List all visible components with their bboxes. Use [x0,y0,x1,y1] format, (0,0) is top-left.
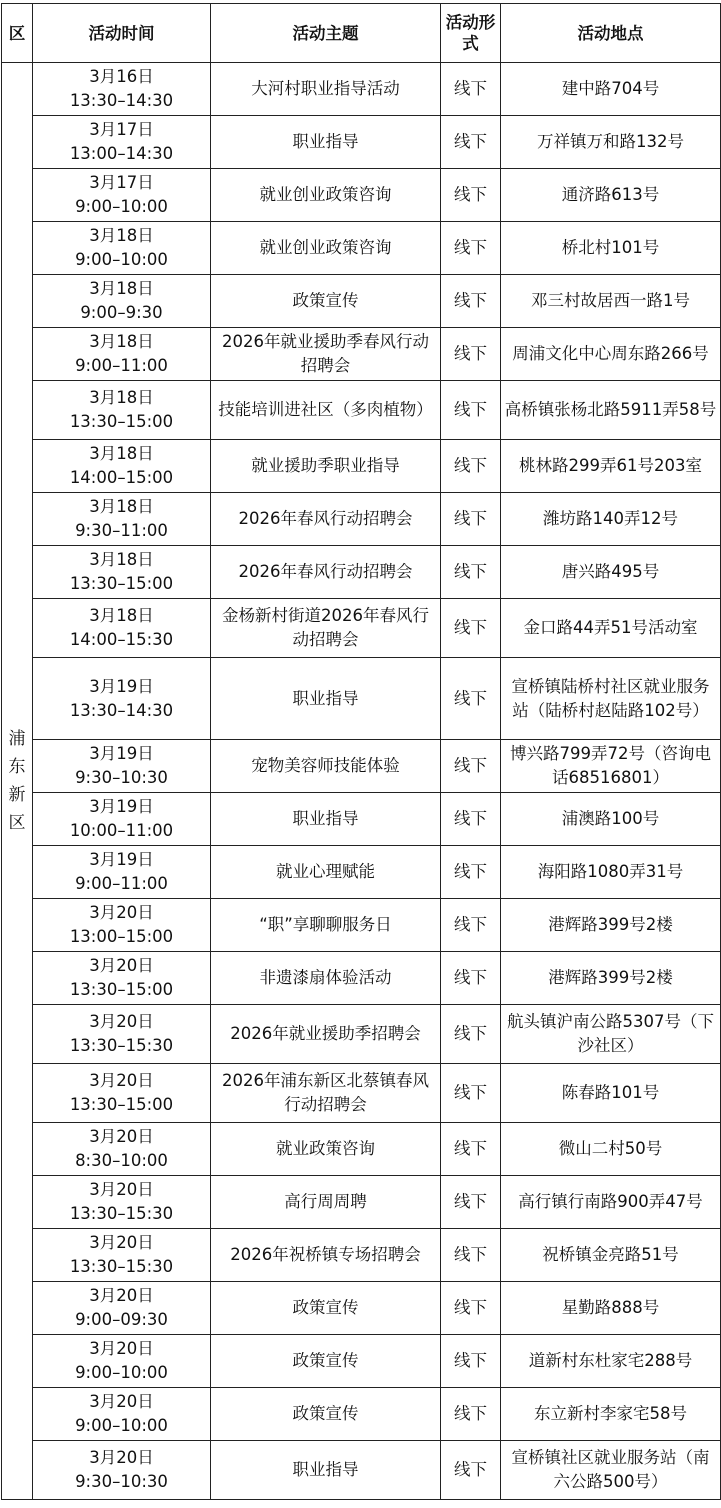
time-cell [33,846,211,899]
table-row [2,899,721,952]
address-cell: 桥北村101号 [501,222,721,275]
topic-cell: 金杨新村街道2026年春风行动招聘会 [211,599,441,658]
topic-cell: 政策宣传 [211,1388,441,1441]
time-cell [33,275,211,328]
time-cell [33,1229,211,1282]
form-cell: 线下 [441,899,501,952]
topic-cell: 政策宣传 [211,275,441,328]
activity-date: 3月19日 [89,797,154,816]
activity-date: 3月17日 [89,120,154,139]
form-cell: 线下 [441,793,501,846]
time-cell [33,328,211,381]
table-row [2,1282,721,1335]
activity-table [1,3,721,1500]
form-cell: 线下 [441,599,501,658]
table-row [2,1064,721,1123]
time-cell [33,222,211,275]
activity-date: 3月18日 [89,388,154,407]
table-row [2,222,721,275]
activity-date: 3月20日 [89,1071,154,1090]
topic-cell: 职业指导 [211,658,441,740]
address-cell: 浦澳路100号 [501,793,721,846]
table-row [2,793,721,846]
activity-date: 3月20日 [89,1012,154,1031]
address-cell: 潍坊路140弄12号 [501,493,721,546]
activity-time: 13:30–15:00 [69,574,174,593]
table-row [2,1441,721,1500]
address-cell: 桃林路299弄61号203室 [501,440,721,493]
activity-time: 9:00–10:00 [75,197,168,216]
topic-cell: 职业指导 [211,1441,441,1500]
topic-cell: 宠物美容师技能体验 [211,740,441,793]
topic-cell: 2026年浦东新区北蔡镇春风行动招聘会 [211,1064,441,1123]
activity-time: 9:00–10:00 [75,1363,168,1382]
time-cell [33,952,211,1005]
table-row [2,599,721,658]
topic-cell: 就业创业政策咨询 [211,222,441,275]
form-cell: 线下 [441,658,501,740]
activity-date: 3月20日 [89,1392,154,1411]
activity-date: 3月20日 [89,1286,154,1305]
form-cell: 线下 [441,546,501,599]
activity-time: 9:00–11:00 [75,356,168,375]
table-row [2,116,721,169]
activity-time: 10:00–11:00 [69,821,174,840]
activity-date: 3月20日 [89,1127,154,1146]
activity-date: 3月19日 [89,744,154,763]
table-row [2,381,721,440]
table-row [2,1123,721,1176]
table-row [2,1229,721,1282]
table-row [2,169,721,222]
time-cell [33,1388,211,1441]
activity-time: 9:00–10:00 [75,1416,168,1435]
activity-date: 3月20日 [89,1448,154,1467]
address-cell: 东立新村李家宅58号 [501,1388,721,1441]
address-cell: 宣桥镇陆桥村社区就业服务站（陆桥村赵陆路102号） [501,658,721,740]
time-cell [33,1064,211,1123]
topic-cell: 2026年春风行动招聘会 [211,493,441,546]
time-cell [33,1176,211,1229]
header-time: 活动时间 [33,4,211,63]
table-row [2,440,721,493]
activity-date: 3月18日 [89,332,154,351]
header-address: 活动地点 [501,4,721,63]
address-cell: 邓三村故居西一路1号 [501,275,721,328]
table-row [2,1176,721,1229]
address-cell: 道新村东杜家宅288号 [501,1335,721,1388]
topic-cell: 就业心理赋能 [211,846,441,899]
time-cell [33,599,211,658]
activity-date: 3月18日 [89,550,154,569]
form-cell: 线下 [441,1282,501,1335]
table-row [2,63,721,116]
header-form: 活动形式 [441,4,501,63]
topic-cell: 非遗漆扇体验活动 [211,952,441,1005]
time-cell [33,116,211,169]
address-cell: 宣桥镇社区就业服务站（南六公路500号） [501,1441,721,1500]
form-cell: 线下 [441,1005,501,1064]
header-row [2,4,721,63]
topic-cell: 2026年就业援助季招聘会 [211,1005,441,1064]
time-cell [33,1441,211,1500]
activity-date: 3月16日 [89,67,154,86]
form-cell: 线下 [441,1441,501,1500]
table-row [2,275,721,328]
time-cell [33,1335,211,1388]
activity-date: 3月18日 [89,444,154,463]
address-cell: 高桥镇张杨北路5911弄58号 [501,381,721,440]
activity-date: 3月18日 [89,279,154,298]
time-cell [33,1123,211,1176]
time-cell [33,899,211,952]
time-cell [33,658,211,740]
address-cell: 港辉路399号2楼 [501,899,721,952]
table-row [2,952,721,1005]
activity-time: 13:30–14:30 [69,91,174,110]
form-cell: 线下 [441,116,501,169]
time-cell [33,169,211,222]
table-row [2,658,721,740]
form-cell: 线下 [441,381,501,440]
activity-time: 8:30–10:00 [75,1151,168,1170]
form-cell: 线下 [441,1064,501,1123]
address-cell: 建中路704号 [501,63,721,116]
address-cell: 港辉路399号2楼 [501,952,721,1005]
time-cell [33,63,211,116]
activity-date: 3月20日 [89,1233,154,1252]
table-row [2,1388,721,1441]
activity-date: 3月20日 [89,1180,154,1199]
time-cell [33,546,211,599]
form-cell: 线下 [441,846,501,899]
form-cell: 线下 [441,1335,501,1388]
topic-cell: 政策宣传 [211,1282,441,1335]
form-cell: 线下 [441,952,501,1005]
time-cell [33,1005,211,1064]
topic-cell: 就业创业政策咨询 [211,169,441,222]
activity-time: 14:00–15:30 [69,630,174,649]
address-cell: 祝桥镇金亮路51号 [501,1229,721,1282]
topic-cell: 就业政策咨询 [211,1123,441,1176]
time-cell [33,381,211,440]
address-cell: 航头镇沪南公路5307号（下沙社区） [501,1005,721,1064]
address-cell: 微山二村50号 [501,1123,721,1176]
table-row [2,328,721,381]
address-cell: 博兴路799弄72号（咨询电话68516801） [501,740,721,793]
topic-cell: 职业指导 [211,116,441,169]
address-cell: 周浦文化中心周东路266号 [501,328,721,381]
address-cell: 星勤路888号 [501,1282,721,1335]
header-district: 区 [2,4,33,63]
form-cell: 线下 [441,222,501,275]
activity-time: 9:00–10:00 [75,250,168,269]
topic-cell: 大河村职业指导活动 [211,63,441,116]
activity-time: 9:00–11:00 [75,874,168,893]
topic-cell: 就业援助季职业指导 [211,440,441,493]
form-cell: 线下 [441,440,501,493]
form-cell: 线下 [441,493,501,546]
time-cell [33,493,211,546]
form-cell: 线下 [441,740,501,793]
form-cell: 线下 [441,1123,501,1176]
form-cell: 线下 [441,63,501,116]
form-cell: 线下 [441,275,501,328]
activity-time: 9:00–9:30 [80,303,163,322]
table-row [2,493,721,546]
activity-time: 13:30–15:30 [69,1204,174,1223]
topic-cell: 技能培训进社区（多肉植物） [211,381,441,440]
activity-time: 9:30–10:30 [75,768,168,787]
address-cell: 金口路44弄51号活动室 [501,599,721,658]
form-cell: 线下 [441,1176,501,1229]
activity-time: 9:30–11:00 [75,521,168,540]
district-cell [2,63,33,1500]
table-body [2,63,721,1500]
activity-time: 13:30–15:30 [69,1257,174,1276]
activity-time: 13:30–15:30 [69,1036,174,1055]
address-cell: 唐兴路495号 [501,546,721,599]
activity-date: 3月18日 [89,226,154,245]
activity-date: 3月17日 [89,173,154,192]
form-cell: 线下 [441,1229,501,1282]
activity-time: 13:00–15:00 [69,927,174,946]
form-cell: 线下 [441,169,501,222]
table-row [2,1005,721,1064]
address-cell: 海阳路1080弄31号 [501,846,721,899]
form-cell: 线下 [441,1388,501,1441]
topic-cell: 职业指导 [211,793,441,846]
time-cell [33,740,211,793]
time-cell [33,793,211,846]
topic-cell: 高行周周聘 [211,1176,441,1229]
topic-cell: 政策宣传 [211,1335,441,1388]
activity-date: 3月18日 [89,606,154,625]
activity-time: 14:00–15:00 [69,468,174,487]
table-row [2,1335,721,1388]
address-cell: 陈春路101号 [501,1064,721,1123]
table-row [2,546,721,599]
address-cell: 高行镇行南路900弄47号 [501,1176,721,1229]
activity-time: 9:30–10:30 [75,1472,168,1491]
activity-date: 3月20日 [89,956,154,975]
activity-time: 13:00–14:30 [69,144,174,163]
topic-cell: 2026年就业援助季春风行动招聘会 [211,328,441,381]
header-topic: 活动主题 [211,4,441,63]
activity-date: 3月18日 [89,497,154,516]
activity-date: 3月19日 [89,676,154,696]
activity-date: 3月20日 [89,903,154,922]
activity-time: 13:30–14:30 [69,700,174,720]
activity-time: 13:30–15:00 [69,980,174,999]
activity-date: 3月19日 [89,850,154,869]
table-row [2,846,721,899]
topic-cell: “职”享聊聊服务日 [211,899,441,952]
address-cell: 通济路613号 [501,169,721,222]
activity-date: 3月20日 [89,1339,154,1358]
address-cell: 万祥镇万和路132号 [501,116,721,169]
activity-time: 13:30–15:00 [69,412,174,431]
table-row [2,740,721,793]
topic-cell: 2026年春风行动招聘会 [211,546,441,599]
activity-time: 9:00–09:30 [75,1310,168,1329]
time-cell [33,1282,211,1335]
form-cell: 线下 [441,328,501,381]
district-label: 浦东新区 [8,729,26,833]
topic-cell: 2026年祝桥镇专场招聘会 [211,1229,441,1282]
time-cell [33,440,211,493]
activity-time: 13:30–15:00 [69,1095,174,1114]
